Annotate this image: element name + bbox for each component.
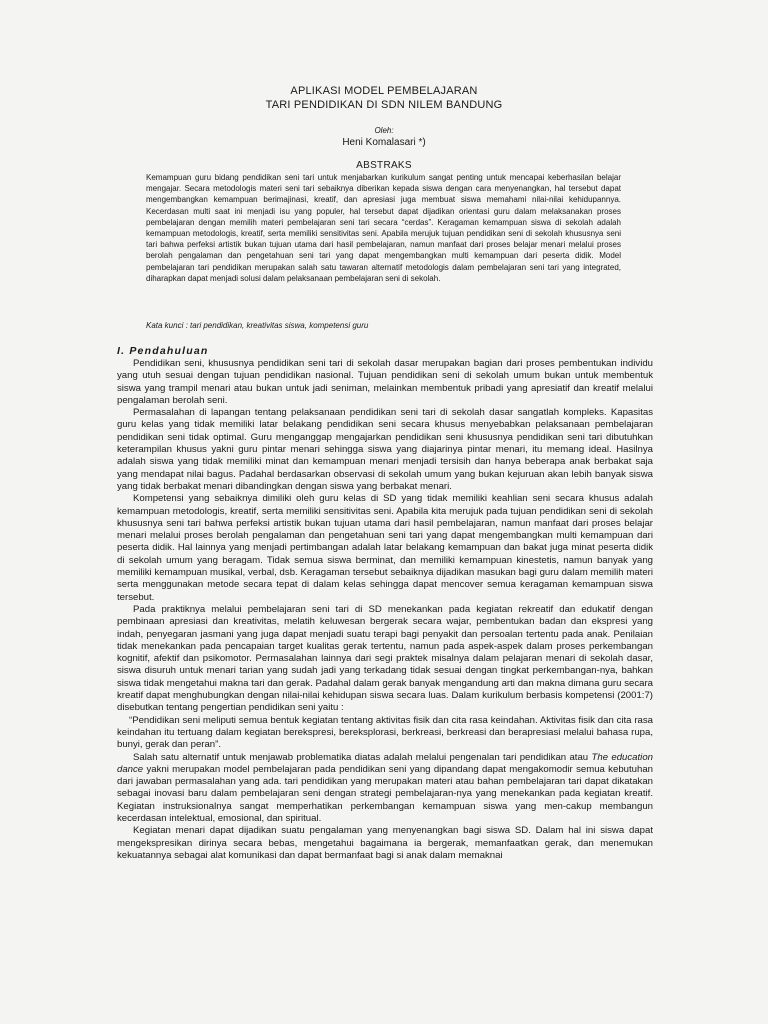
body-paragraph: Kegiatan menari dapat dijadikan suatu pengalaman yang menyenangkan bagi siswa SD. Dalam hal ini siswa dapat mengekspresikan dirinya secara bebas, mengetahui bagaimana ia bergerak, memanfaatkan gerak, dan menemukan kekuatannya sebagai alat komunikasi dan dapat bermanfaat bagi si anak dalam memaknai: [117, 825, 653, 861]
author-name: Heni Komalasari *): [342, 137, 426, 148]
body-text: yakni merupakan model pembelajaran pada pendidikan seni yang dipandang dapat mengakomodir semua kebutuhan dari jawaban permasalahan yang ada. tari pendidikan yang merupakan materi atau bahan pembelajaran tari dapat dikatakan sebagai inovasi baru dalam pembelajaran seni dengan strategi pembelajaran-nya yang menekankan pada kegiatan kreatif. Kegiatan instruksionalnya sangat memperhatikan perkembangan kemampuan siswa yang men-cakup membangun kecerdasan intelektual, emosional, dan spiritual.: [117, 763, 653, 824]
body-paragraph: Pendidikan seni, khususnya pendidikan seni tari di sekolah dasar merupakan bagian dari proses pembentukan individu yang utuh sesuai dengan tujuan pendidikan nasional. Tujuan pendidikan seni di sekolah umum bukan untuk membentuk siswa yang trampil menari atau bukan untuk jadi seniman, melainkan membentuk pribadi yang apresiatif dan kreatif melalui pengalaman berolah seni.: [117, 358, 653, 406]
byline-label: Oleh:: [374, 126, 394, 135]
abstract-text: Kemampuan guru bidang pendidikan seni tari untuk menjabarkan kurikulum sangat penting untuk mencapai keberhasilan belajar mengajar. Secara metodologis materi seni tari sebaiknya diberikan kepada siswa dengan cara menyenangkan, hal tersebut dapat mengembangkan kemampuan berimajinasi, kreatif, dan apresiasi juga membuat siswa memahami nilai-nilai kehidupannya. Kecerdasan multi saat ini menjadi isu yang populer, hal tersebut dapat dijadikan orientasi guru dalam melaksanakan proses pembelajaran dengan memilih materi pembelajaran seni tari secara “cerdas”. Keragaman kemampuan siswa di sekolah adalah kemampuan metodologis, kreatif, serta memiliki sensitivitas seni. Apabila merujuk tujuan pendidikan seni di sekolah khususnya seni tari bahwa perfeksi artistik bukan tujuan utama dari hasil pembelajaran, namun manfaat dari proses belajar menari melalui proses berolah pengalaman dan pengetahuan seni tari yang dapat mengembangkan multi kemampuan dari peserta didik. Model pembelajaran tari pendidikan merupakan salah satu tawaran alternatif metodologis dalam pembelajaran seni tari yang integrated, diharapkan dapat menjadi solusi dalam pelaksanaan pembelajaran seni di sekolah.: [146, 173, 621, 283]
paper-title: [0, 84, 768, 112]
section-heading: I. Pendahuluan: [117, 345, 209, 357]
section-body: [117, 358, 653, 862]
body-paragraph: Permasalahan di lapangan tentang pelaksanaan pendidikan seni tari di sekolah dasar sangatlah kompleks. Kapasitas guru kelas yang tidak memiliki latar belakang pendidikan seni secara khusus menyebabkan pelaksanaan pembelajaran pendidikan seni tidak optimal. Guru menganggap mengajarkan pendidikan seni khususnya pendidikan seni tari dibutuhkan keterampilan khusus yakni guru pintar menari sehingga siswa yang diajarinya pintar menari, itu memang ideal. Hasilnya adalah siswa yang tidak memiliki minat dan kemampuan menari menjadi tersisih dan hanya beberapa anak berbakat saja yang mendapat nilai bagus. Padahal berdasarkan observasi di sekolah umum yang bukan kejuruan akan lebih banyak siswa yang tidak berbakat menari dibandingkan dengan siswa yang berbakat menari.: [117, 407, 653, 492]
body-paragraph: Kompetensi yang sebaiknya dimiliki oleh guru kelas di SD yang tidak memiliki keahlian seni secara khusus adalah kemampuan metodologis, kreatif, serta memiliki sensitivitas seni. Apabila kita merujuk pada tujuan pendidikan seni di sekolah khususnya seni tari bahwa perfeksi artistik bukan tujuan utama dari hasil pembelajaran, namun manfaat dari proses belajar menari melalui proses berolah pengalaman dan pengetahuan seni tari yang dapat mengembangkan multi kemampuan dari peserta didik. Hal lainnya yang menjadi pertimbangan adalah latar belakang kemampuan dan bakat juga minat peserta didik di sekolah umum yang beragam. Tidak semua siswa berminat, dan memiliki kemampuan kinestetis, namun banyak yang memiliki kemampuan musikal, verbal, dsb. Keragaman tersebut sebaiknya dijadikan masukan bagi guru dalam memilih materi serta menggunakan metode secara tepat di dalam kelas sehingga dapat mencover semua keragaman kemampuan siswa tersebut.: [117, 493, 653, 603]
italic-term: The education dance: [117, 751, 653, 775]
abstract-heading: ABSTRAKS: [356, 160, 412, 171]
title-line-2: TARI PENDIDIKAN DI SDN NILEM BANDUNG: [265, 99, 503, 111]
title-line-1: APLIKASI MODEL PEMBELAJARAN: [290, 85, 478, 97]
body-text: Salah satu alternatif untuk menjawab problematika diatas adalah melalui pengenalan tari pendidikan atau: [133, 751, 589, 763]
keywords: Kata kunci : tari pendidikan, kreativitas siswa, kompetensi guru: [146, 321, 369, 330]
body-paragraph: Pada praktiknya melalui pembelajaran seni tari di SD menekankan pada kegiatan rekreatif dan edukatif dengan pembinaan apresiasi dan kreativitas, melatih keluwesan bergerak secara wajar, pembentukan badan dan ekspresi yang indah, penyegaran jasmani yang juga dapat menjadi suatu terapi bagi penyakit dan persoalan tertentu pada anak. Penilaian tidak menekankan pada pencapaian target kualitas gerak tertentu, namun pada aspek-aspek dalam proses perkembangan kognitif, afektif dan psikomotor. Permasalahan lainnya dari segi praktek misalnya dalam pelajaran menari di sekolah dasar, siswa disuruh untuk menari tarian yang sudah jadi yang terkadang tidak sesuai dengan tingkat perkembangan-nya, bahkan siswa tidak mengetahui makna tari dan gerak. Padahal dalam gerak banyak mengandung arti dan makna dimana guru secara kreatif dapat menghubungkan dengan nilai-nilai kehidupan siswa secara luas. Dalam kurikulum berbasis kompetensi (2001:7) disebutkan tentang pengertian pendidikan seni yaitu :: [117, 603, 653, 714]
quotation: “Pendidikan seni meliputi semua bentuk kegiatan tentang aktivitas fisik dan cita rasa keindahan. Aktivitas fisik dan cita rasa keindahan itu tertuang dalam kegiatan berekspresi, bereksplorasi, berkreasi, berkreasi dan berapresiasi melalui bahasa rupa, bunyi, gerak dan peran”.: [117, 714, 653, 751]
body-paragraph: [117, 752, 653, 826]
